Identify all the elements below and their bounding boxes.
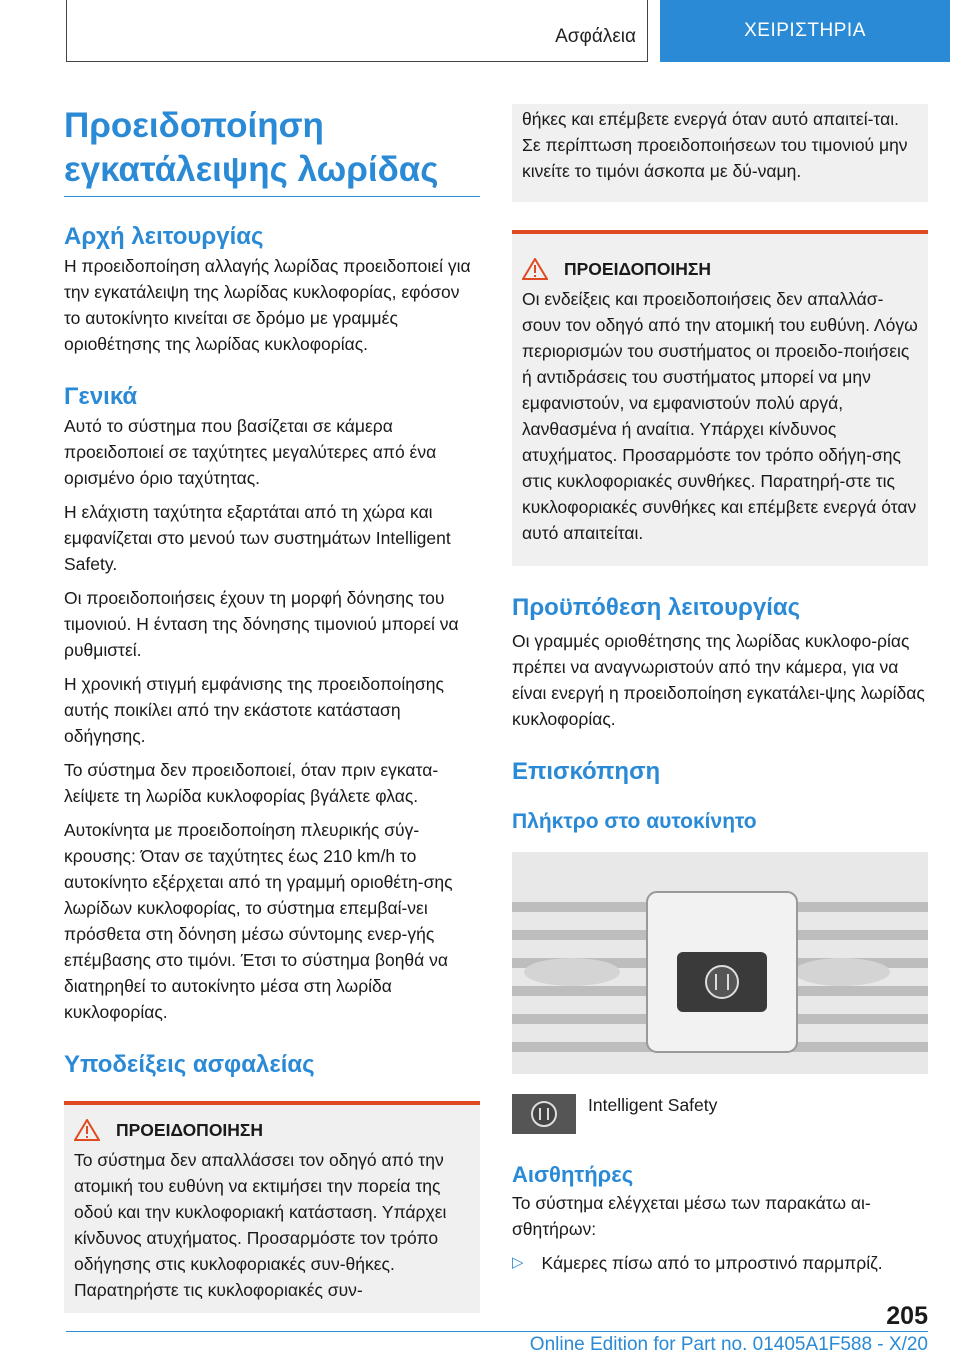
subheading-button: Πλήκτρο στο αυτοκίνητο <box>512 810 757 833</box>
general-text-6: Αυτοκίνητα με προειδοποίηση πλευρικής σύγ-κρουσης: Όταν σε ταχύτητες έως 210 km/h το αυτοκίνητο εξέρχεται από τη γραμμή οριοθέτη-σης λωρίδων κυκλοφορίας, το σύστημα επεμβαί-νει πρόσθετα στη δόνηση μέσω σύντομης ενερ-γής επέμβασης στο τιμόνι. Έτσι το σύστημα βοηθά να διατηρηθεί το αυτοκίνητο μέσα στη λωρίδα κυκλοφορίας. <box>64 820 453 1022</box>
page-number: 205 <box>886 1302 928 1330</box>
general-text-5: Το σύστημα δεν προειδοποιεί, όταν πριν εγκατα-λείψετε τη λωρίδα κυκλοφορίας βγάλετε φλας. <box>64 760 439 806</box>
section-heading-overview: Επισκόπηση <box>512 758 661 785</box>
warning-box-left <box>64 1101 480 1313</box>
prerequisite-text: Οι γραμμές οριοθέτησης της λωρίδας κυκλοφο-ρίας πρέπει να αναγνωριστούν από την κάμερα, για να είναι ενεργή η προειδοποίηση εγκατάλει-ψης λωρίδας κυκλοφορίας. <box>512 631 925 729</box>
sensors-text: Το σύστημα ελέγχεται μέσω των παρακάτω αι-σθητήρων: <box>512 1193 871 1239</box>
button-photo <box>512 852 928 1074</box>
section-heading-safety: Υποδείξεις ασφαλείας <box>64 1051 315 1078</box>
header-chapter-tab: ΧΕΙΡΙΣΤΗΡΙΑ <box>660 0 950 62</box>
button-caption: Intelligent Safety <box>588 1095 718 1115</box>
warning-label: ΠΡΟΕΙΔΟΠΟΙΗΣΗ <box>564 258 712 279</box>
header-section: Ασφάλεια <box>555 26 636 47</box>
warning-text-right: Οι ενδείξεις και προειδοποιήσεις δεν απαλλάσ-σουν τον οδηγό από την ατομική του ευθύνη. Λόγω περιορισμών του συστήματος οι προειδο-ποιήσεις ή αντιδράσεις του συστήματος μπορεί να μην εμφανιστούν, να εμφανιστούν πολύ αργά, λανθασμένα ή αναίτια. Υπάρχει κίνδυνος ατυχήματος. Προσαρμόστε τον τρόπο οδήγη-σης στις κυκλοφοριακές συνθήκες. Παρατηρή-στε τις κυκλοφοριακές συνθήκες και επέμβετε ενεργά όταν αυτό απαιτείται. <box>522 289 918 543</box>
footer-edition: Online Edition for Part no. 01405A1F588 - X/20 <box>529 1334 928 1355</box>
warning-text-left: Το σύστημα δεν απαλλάσσει τον οδηγό από την ατομική του ευθύνη να εκτιμήσει την πορεία της οδού και την κυκλοφοριακή κατάσταση. Υπάρχει κίνδυνος ατυχήματος. Προσαρμόστε τον τρόπο οδήγησης στις κυκλοφοριακές συν-θήκες. Παρατηρήστε τις κυκλοφοριακές συν- <box>74 1150 447 1300</box>
section-heading-principle: Αρχή λειτουργίας <box>64 223 264 250</box>
general-text-2: Η ελάχιστη ταχύτητα εξαρτάται από τη χώρα και εμφανίζεται στο μενού των συστημάτων Intelligent Safety. <box>64 502 451 574</box>
general-text-4: Η χρονική στιγμή εμφάνισης της προειδοποίησης αυτής ποικίλει από την εκάστοτε κατάσταση οδήγησης. <box>64 674 444 746</box>
general-text-3: Οι προειδοποιήσεις έχουν τη μορφή δόνησης του τιμονιού. Η ένταση της δόνησης τιμονιού μπορεί να ρυθμιστεί. <box>64 588 459 660</box>
intelligent-safety-button-icon <box>512 1094 576 1134</box>
warning-label: ΠΡΟΕΙΔΟΠΟΙΗΣΗ <box>116 1119 264 1140</box>
warning-box-right <box>512 230 928 566</box>
left-column <box>64 104 480 1313</box>
principle-text: Η προειδοποίηση αλλαγής λωρίδας προειδοποιεί για την εγκατάλειψη της λωρίδας κυκλοφορίας, εφόσον το αυτοκίνητο κινείται σε δρόμο με γραμμές οριοθέτησης της λωρίδας κυκλοφορίας. <box>64 256 471 354</box>
section-heading-sensors: Αισθητήρες <box>512 1162 634 1187</box>
air-vent-button-image <box>512 852 928 1074</box>
general-text-1: Αυτό το σύστημα που βασίζεται σε κάμερα προειδοποιεί σε ταχύτητες μεγαλύτερες από ένα ορισμένο όριο ταχύτητας. <box>64 416 437 488</box>
page-title: Προειδοποίηση εγκατάλειψης λωρίδας <box>64 106 439 189</box>
bullet-text: Κάμερες πίσω από το μπροστινό παρμπρίζ. <box>541 1253 883 1273</box>
footer-rule <box>66 1331 928 1332</box>
right-column <box>512 104 928 1276</box>
bullet-triangle-icon: ▷ <box>512 1254 524 1271</box>
button-legend <box>512 1094 928 1134</box>
section-heading-prerequisite: Προϋπόθεση λειτουργίας <box>512 594 801 621</box>
section-heading-general: Γενικά <box>64 383 138 410</box>
warning-triangle-icon <box>74 1119 100 1141</box>
warning-continued-text: θήκες και επέμβετε ενεργά όταν αυτό απαιτεί-ται. Σε περίπτωση προειδοποιήσεων του τιμονιού μην κινείτε το τιμόνι άσκοπα με δύ-ναμη. <box>522 109 908 181</box>
warning-triangle-icon <box>522 258 548 280</box>
list-item <box>512 1250 928 1276</box>
warning-box-continued <box>512 104 928 202</box>
